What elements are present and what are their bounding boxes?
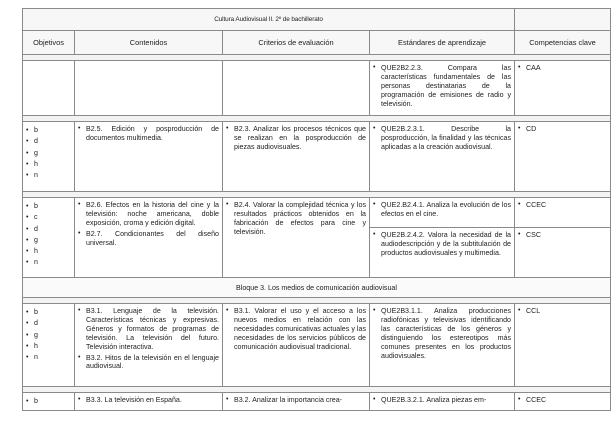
- estandares-cell: [370, 393, 515, 411]
- bullet: •: [26, 342, 29, 350]
- competencias-cell: [515, 393, 611, 411]
- contenido-text: B3.3. La televisión en España.: [86, 396, 182, 404]
- header-objetivos: Objetivos: [23, 31, 75, 55]
- objetivo-item: h: [34, 247, 38, 256]
- competencia-text: CAA: [526, 64, 541, 72]
- criterios-cell: [223, 393, 370, 411]
- competencias-cell: [515, 304, 611, 387]
- bullet: •: [518, 64, 521, 71]
- competencia-text: CD: [526, 125, 537, 133]
- competencias-cell: [515, 61, 611, 116]
- objetivo-item: h: [34, 159, 38, 168]
- contenido-text: B2.5. Edición y posproducción de documentos multimedia.: [86, 125, 219, 142]
- table-row: [23, 304, 611, 387]
- competencia-text: CCL: [526, 307, 541, 315]
- competencia-text: CCEC: [526, 396, 547, 404]
- bullet: •: [26, 309, 29, 316]
- bullet: •: [373, 396, 376, 403]
- estandar-text: QUE2B.3.2.1. Analiza piezas em-: [381, 396, 487, 404]
- bullet: •: [78, 201, 81, 208]
- objetivo-item: d: [34, 319, 38, 328]
- curriculum-table: [22, 8, 611, 411]
- objetivo-item: g: [34, 148, 38, 157]
- bullet: •: [373, 231, 376, 238]
- objetivo-item: g: [34, 330, 38, 339]
- bullet: •: [78, 307, 81, 314]
- contenidos-cell: [75, 122, 223, 192]
- estandar-text: QUE2B2.2.3. Compara las características fundamentales de las personas destinatarias de la programación de emisiones de radio y televisión.: [381, 64, 511, 108]
- objetivos-cell: [23, 304, 75, 387]
- contenidos-cell: [75, 61, 223, 116]
- criterio-text: B3.2. Analizar la importancia crea-: [234, 396, 343, 404]
- table-title: Cultura Audiovisual II. 2º de bachillerato: [23, 9, 515, 31]
- competencias-cell: [515, 122, 611, 192]
- table-row: [23, 393, 611, 411]
- criterios-cell: [223, 122, 370, 192]
- objetivo-item: c: [34, 213, 38, 222]
- bullet: •: [373, 64, 376, 71]
- bullet: •: [78, 353, 81, 361]
- bullet: •: [373, 201, 376, 208]
- estandar-text: QUE2B3.1.1. Analiza producciones radiofónicas y televisivas identificando las características de los géneros y distinguiendo los estereotipos más comunes presentes en los productos audiovisuales.: [381, 307, 511, 360]
- objetivo-item: d: [34, 224, 38, 233]
- objetivo-item: h: [34, 341, 38, 350]
- bullet: •: [518, 201, 521, 208]
- bullet: •: [26, 320, 29, 328]
- criterio-text: B2.3. Analizar los procesos técnicos que se realizan en la posproducción de piezas audiovisuales.: [234, 125, 366, 151]
- header-criterios: Criterios de evaluación: [223, 31, 370, 55]
- estandares-cell: [370, 304, 515, 387]
- bullet: •: [518, 231, 521, 238]
- header-estandares: Estándares de aprendizaje: [370, 31, 515, 55]
- contenidos-cell: [75, 304, 223, 387]
- bullet: •: [26, 259, 29, 267]
- criterios-cell: [223, 304, 370, 387]
- objetivo-item: b: [34, 308, 38, 316]
- estandares-cell: [370, 228, 515, 278]
- bullet: •: [26, 248, 29, 256]
- estandares-cell: [370, 61, 515, 116]
- objetivo-item: b: [34, 397, 38, 405]
- contenido-text: B3.2. Hitos de la televisión en el lenguaje audiovisual.: [86, 353, 219, 371]
- bullet: •: [26, 138, 29, 146]
- title-empty-cell: [515, 9, 611, 31]
- estandares-cell: [370, 198, 515, 228]
- objetivo-item: g: [34, 235, 38, 244]
- bullet: •: [26, 398, 29, 405]
- bullet: •: [373, 125, 376, 132]
- table-row: [23, 61, 611, 116]
- bullet: •: [26, 354, 29, 362]
- bullet: •: [78, 396, 81, 403]
- estandar-text: QUE2B.2.4.2. Valora la necesidad de la audiodescripción y de la subtitulación de productos audiovisuales y multimedia.: [381, 231, 511, 257]
- estandar-text: QUE2.B2.4.1. Analiza la evolución de los efectos en el cine.: [381, 201, 511, 218]
- bullet: •: [518, 125, 521, 132]
- contenido-text: B2.7. Condicionantes del diseño universal.: [86, 229, 219, 247]
- objetivos-cell: [23, 122, 75, 192]
- bullet: •: [518, 307, 521, 314]
- contenido-text: B2.6. Efectos en la historia del cine y la televisión: noche americana, doble exposición, croma y edición digital.: [86, 201, 219, 227]
- criterios-cell: [223, 61, 370, 116]
- header-competencias: Competencias clave: [515, 31, 611, 55]
- competencias-cell: [515, 228, 611, 278]
- curriculum-table-page: [22, 8, 610, 411]
- bullet: •: [518, 396, 521, 403]
- objetivo-item: n: [34, 258, 38, 267]
- bullet: •: [226, 125, 229, 132]
- header-contenidos: Contenidos: [75, 31, 223, 55]
- table-row: [23, 122, 611, 192]
- bullet: •: [26, 127, 29, 134]
- table-title-row: [23, 9, 611, 31]
- objetivos-cell: [23, 61, 75, 116]
- objetivo-item: n: [34, 353, 38, 362]
- objetivo-item: b: [34, 202, 38, 210]
- bullet: •: [226, 396, 229, 403]
- bullet: •: [78, 125, 81, 132]
- competencia-text: CCEC: [526, 201, 547, 209]
- contenidos-cell: [75, 198, 223, 278]
- bullet: •: [226, 307, 229, 314]
- table-header-row: [23, 31, 611, 55]
- table-row: [23, 198, 611, 228]
- bullet: •: [226, 201, 229, 208]
- bloque-heading-row: [23, 278, 611, 298]
- bullet: •: [26, 160, 29, 168]
- objetivos-cell: [23, 393, 75, 411]
- bullet: •: [26, 225, 29, 233]
- competencia-text: CSC: [526, 231, 541, 239]
- contenido-text: B3.1. Lenguaje de la televisión. Características técnicas y expresivas. Géneros y formatos de programas de televisión. La televisión del futuro. Televisión interactiva.: [86, 307, 219, 351]
- bullet: •: [26, 172, 29, 180]
- objetivo-item: b: [34, 126, 38, 134]
- bullet: •: [78, 229, 81, 237]
- criterios-cell: [223, 198, 370, 278]
- bullet: •: [26, 214, 29, 222]
- competencias-cell: [515, 198, 611, 228]
- bloque-heading: Bloque 3. Los medios de comunicación audiovisual: [23, 278, 611, 298]
- bullet: •: [26, 236, 29, 244]
- objetivos-cell: [23, 198, 75, 278]
- estandar-text: QUE2B.2.3.1. Describe la posproducción, la finalidad y las técnicas aplicadas a la creación audiovisual.: [381, 125, 511, 151]
- bullet: •: [373, 307, 376, 314]
- bullet: •: [26, 203, 29, 210]
- objetivo-item: n: [34, 171, 38, 180]
- bullet: •: [26, 331, 29, 339]
- estandares-cell: [370, 122, 515, 192]
- criterio-text: B3.1. Valorar el uso y el acceso a los nuevos medios en relación con las necesidades comunicativas actuales y las necesidades de los servicios públicos de comunicación audiovisual tradicional.: [234, 307, 366, 351]
- objetivo-item: d: [34, 137, 38, 146]
- contenidos-cell: [75, 393, 223, 411]
- criterio-text: B2.4. Valorar la complejidad técnica y los resultados prácticos obtenidos en la fabricación de efectos para cine y televisión.: [234, 201, 366, 236]
- bullet: •: [26, 149, 29, 157]
